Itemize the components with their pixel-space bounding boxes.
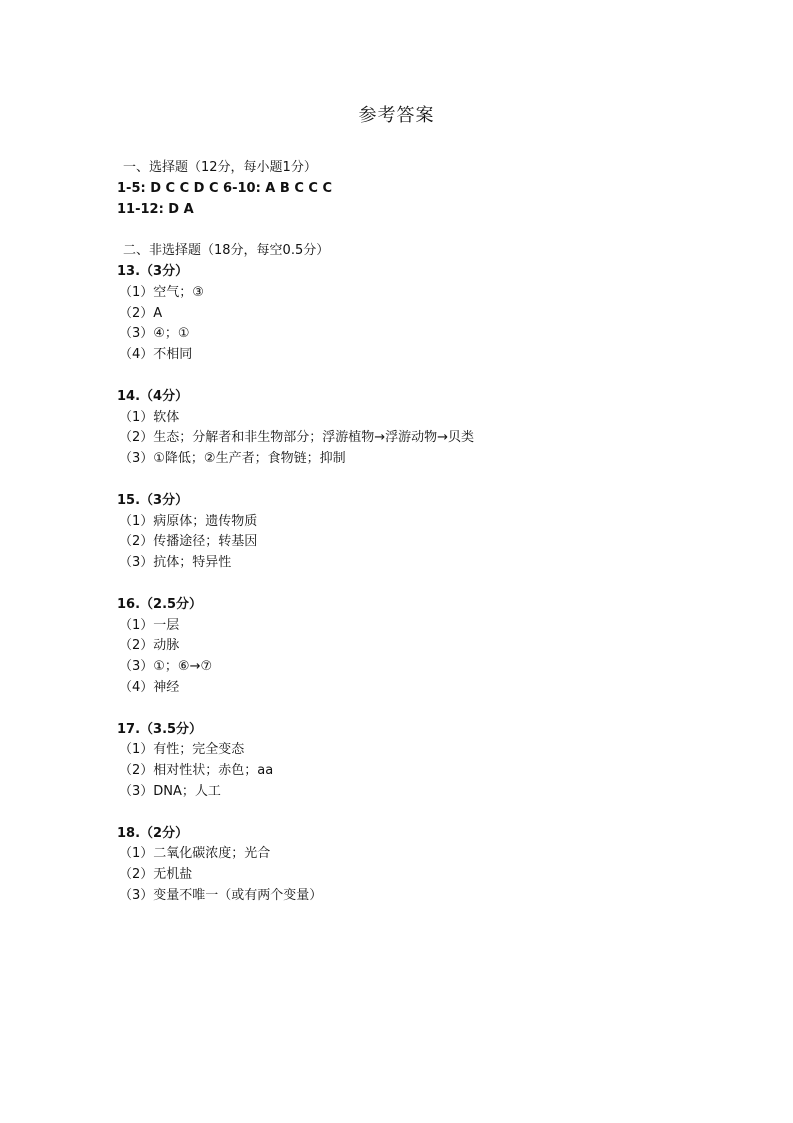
question-14-item-3: （3）①降低；②生产者；食物链；抑制 [119,451,346,467]
answer-content [117,158,717,907]
question-16-item-2: （2）动脉 [119,638,180,654]
choice-answers-11-12: 11-12: D A [117,201,194,217]
question-15-item-1: （1）病原体；遗传物质 [119,513,258,529]
question-13-number: 13.（3分） [117,263,189,279]
spacer [117,220,717,241]
page-title: 参考答案 [358,105,435,126]
question-13-item-4: （4）不相同 [119,347,193,363]
question-13-item-3: （3）④；① [119,326,190,342]
section-heading-choice: 一、选择题（12分，每小题1分） [123,160,317,175]
spacer [117,574,717,595]
question-14-number: 14.（4分） [117,388,189,404]
question-15-item-3: （3）抗体；特异性 [119,555,232,571]
question-17-item-1: （1）有性；完全变态 [119,742,245,758]
question-18-number: 18.（2分） [117,825,189,841]
choice-answers-1-10: 1-5: D C C D C 6-10: A B C C C [117,180,332,196]
question-18-item-3: （3）变量不唯一（或有两个变量） [119,887,323,903]
question-18-item-2: （2）无机盐 [119,867,193,883]
question-16-item-1: （1）一层 [119,617,180,633]
question-17-item-2: （2）相对性状；赤色；aa [119,763,274,779]
question-13-item-2: （2）A [119,305,163,321]
question-15-item-2: （2）传播途径；转基因 [119,534,258,550]
question-16-item-4: （4）神经 [119,679,180,695]
question-18-item-1: （1）二氧化碳浓度；光合 [119,846,271,862]
spacer [117,366,717,387]
question-14-item-2: （2）生态；分解者和非生物部分；浮游植物→浮游动物→贝类 [119,430,475,446]
question-15-number: 15.（3分） [117,492,189,508]
question-16-number: 16.（2.5分） [117,596,203,612]
question-17-item-3: （3）DNA；人工 [119,783,221,799]
question-13-item-1: （1）空气；③ [119,284,204,300]
spacer [117,470,717,491]
question-16-item-3: （3）①；⑥→⑦ [119,659,213,675]
spacer [117,803,717,824]
question-14-item-1: （1）软体 [119,409,180,425]
section-heading-nonchoice: 二、非选择题（18分，每空0.5分） [123,243,330,259]
spacer [117,699,717,720]
question-17-number: 17.（3.5分） [117,721,203,737]
